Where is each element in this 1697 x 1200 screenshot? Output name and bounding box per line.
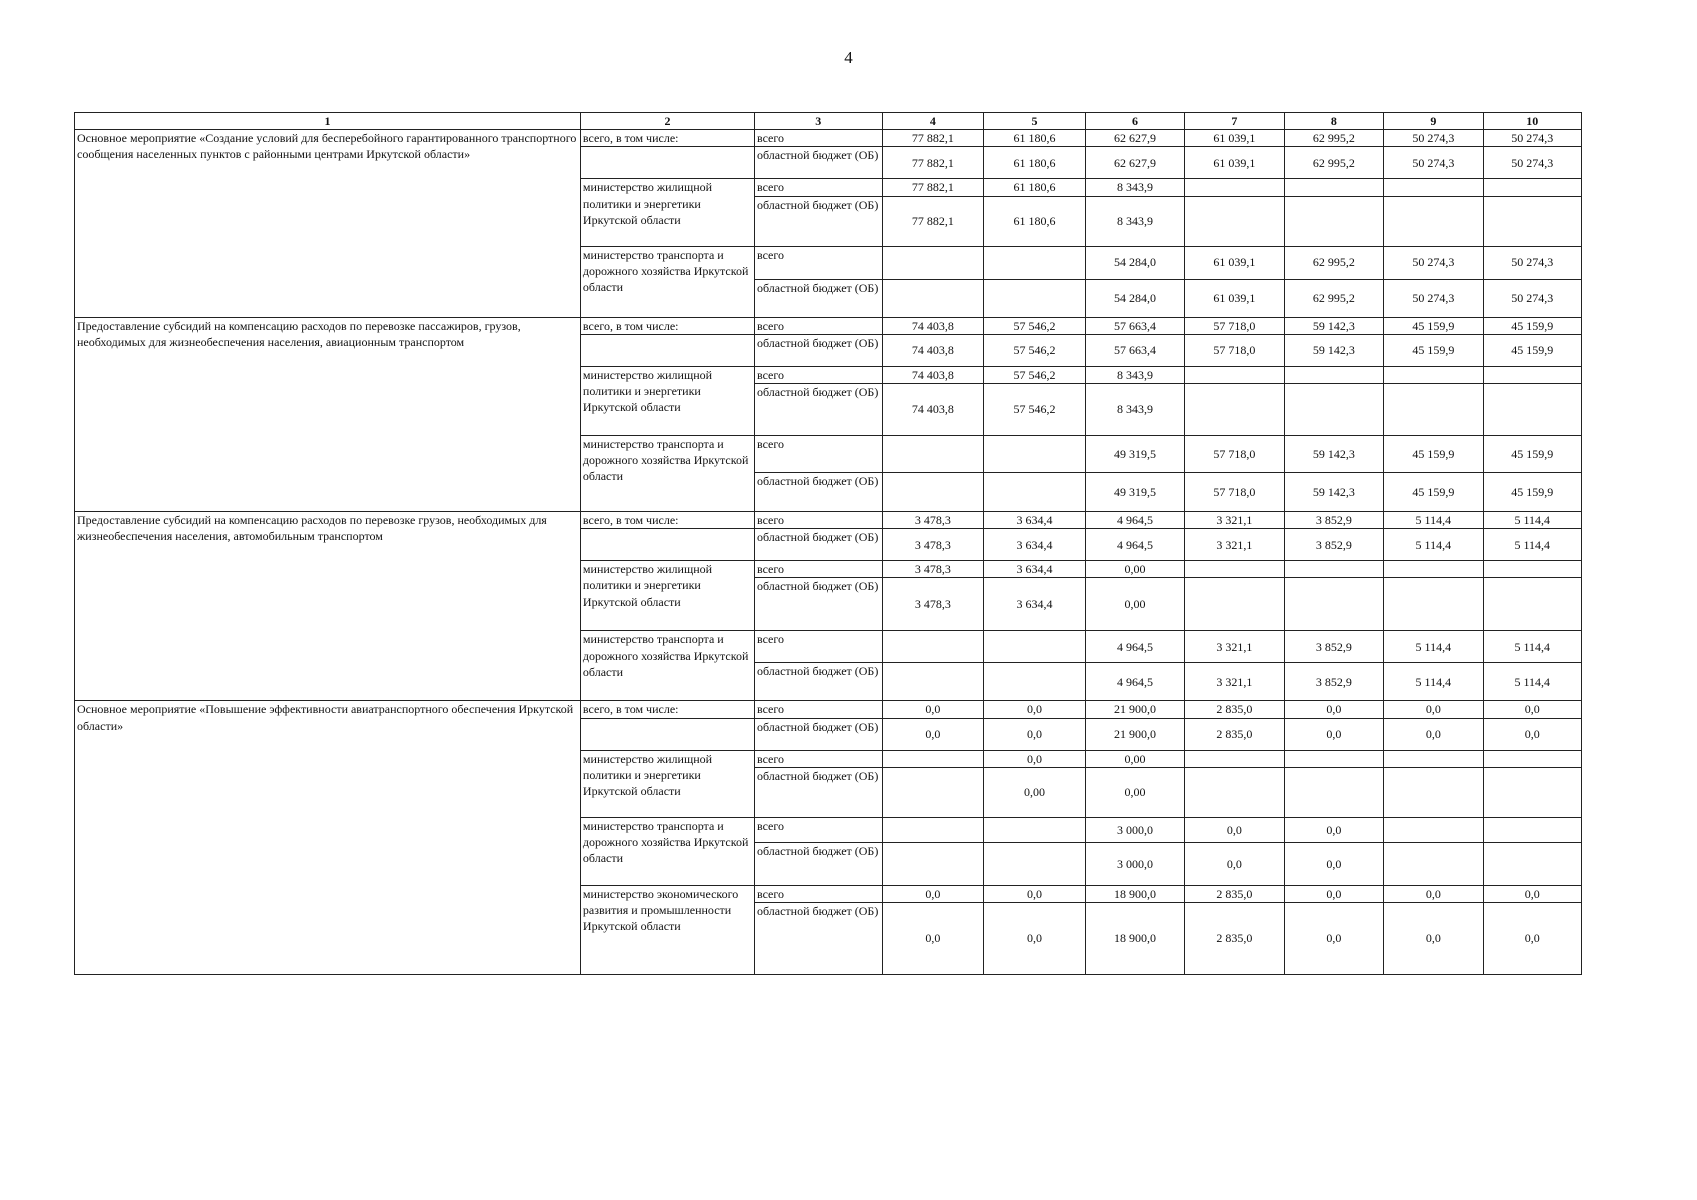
value-cell: 74 403,8 — [882, 383, 984, 435]
value-cell: 0,0 — [1483, 701, 1581, 718]
value-cell — [1384, 750, 1483, 767]
value-cell — [882, 279, 984, 317]
source-label: областной бюджет (ОБ) — [754, 767, 882, 817]
value-cell — [882, 246, 984, 279]
value-cell: 3 852,9 — [1284, 631, 1383, 663]
value-cell: 57 663,4 — [1085, 317, 1184, 334]
column-header-7: 7 — [1185, 113, 1284, 130]
value-cell — [1483, 179, 1581, 196]
source-label: областной бюджет (ОБ) — [754, 279, 882, 317]
value-cell: 59 142,3 — [1284, 334, 1383, 366]
value-cell: 45 159,9 — [1483, 472, 1581, 511]
source-label: всего — [754, 130, 882, 147]
value-cell — [984, 817, 1086, 842]
value-cell: 45 159,9 — [1483, 334, 1581, 366]
value-cell: 61 180,6 — [984, 179, 1086, 196]
column-header-5: 5 — [984, 113, 1086, 130]
header-row — [75, 113, 1582, 130]
value-cell: 61 039,1 — [1185, 130, 1284, 147]
section-title: Основное мероприятие «Повышение эффективности авиатранспортного обеспечения Иркутской области» — [75, 701, 581, 975]
value-cell: 61 180,6 — [984, 147, 1086, 179]
source-label: областной бюджет (ОБ) — [754, 529, 882, 561]
empty-cell — [580, 529, 754, 561]
value-cell — [1384, 179, 1483, 196]
value-cell: 62 627,9 — [1085, 130, 1184, 147]
source-label: всего — [754, 317, 882, 334]
value-cell: 45 159,9 — [1483, 435, 1581, 472]
value-cell — [984, 472, 1086, 511]
value-cell — [984, 842, 1086, 885]
table-row — [75, 130, 1582, 147]
value-cell — [882, 631, 984, 663]
section-title: Предоставление субсидий на компенсацию расходов по перевозке грузов, необходимых для жизнеобеспечения населения, автомобильным транспортом — [75, 511, 581, 700]
section-title: Основное мероприятие «Создание условий для бесперебойного гарантированного транспортного сообщения населенных пунктов с районными центрами Иркутской области» — [75, 130, 581, 317]
value-cell: 0,0 — [882, 902, 984, 974]
value-cell — [882, 767, 984, 817]
value-cell — [1185, 196, 1284, 246]
value-cell: 3 852,9 — [1284, 663, 1383, 701]
value-cell: 0,0 — [882, 718, 984, 750]
value-cell: 3 321,1 — [1185, 631, 1284, 663]
value-cell: 57 718,0 — [1185, 435, 1284, 472]
value-cell: 5 114,4 — [1483, 663, 1581, 701]
value-cell: 77 882,1 — [882, 196, 984, 246]
value-cell: 0,0 — [1483, 718, 1581, 750]
value-cell: 74 403,8 — [882, 317, 984, 334]
value-cell — [1384, 366, 1483, 383]
value-cell: 21 900,0 — [1085, 701, 1184, 718]
total-label: всего, в том числе: — [580, 701, 754, 718]
value-cell: 2 835,0 — [1185, 885, 1284, 902]
value-cell: 0,0 — [1185, 817, 1284, 842]
value-cell: 50 274,3 — [1384, 279, 1483, 317]
value-cell: 57 546,2 — [984, 383, 1086, 435]
value-cell: 8 343,9 — [1085, 196, 1184, 246]
value-cell — [984, 631, 1086, 663]
source-label: областной бюджет (ОБ) — [754, 842, 882, 885]
source-label: областной бюджет (ОБ) — [754, 902, 882, 974]
value-cell: 18 900,0 — [1085, 902, 1184, 974]
value-cell: 57 546,2 — [984, 317, 1086, 334]
value-cell — [1483, 383, 1581, 435]
value-cell: 45 159,9 — [1384, 317, 1483, 334]
value-cell — [1185, 767, 1284, 817]
value-cell — [1284, 750, 1383, 767]
value-cell: 4 964,5 — [1085, 511, 1184, 528]
value-cell: 5 114,4 — [1384, 529, 1483, 561]
source-label: областной бюджет (ОБ) — [754, 663, 882, 701]
executor-name: министерство транспорта и дорожного хозяйства Иркутской области — [580, 631, 754, 701]
value-cell — [1185, 179, 1284, 196]
column-header-10: 10 — [1483, 113, 1581, 130]
value-cell: 45 159,9 — [1384, 334, 1483, 366]
value-cell: 5 114,4 — [1384, 663, 1483, 701]
value-cell: 74 403,8 — [882, 334, 984, 366]
section-title: Предоставление субсидий на компенсацию расходов по перевозке пассажиров, грузов, необходимых для жизнеобеспечения населения, авиационным транспортом — [75, 317, 581, 511]
column-header-6: 6 — [1085, 113, 1184, 130]
executor-name: министерство транспорта и дорожного хозяйства Иркутской области — [580, 817, 754, 885]
source-label: всего — [754, 561, 882, 578]
source-label: областной бюджет (ОБ) — [754, 472, 882, 511]
value-cell: 0,0 — [984, 750, 1086, 767]
value-cell — [1384, 561, 1483, 578]
value-cell: 0,0 — [882, 885, 984, 902]
column-header-2: 2 — [580, 113, 754, 130]
value-cell: 8 343,9 — [1085, 366, 1184, 383]
value-cell — [882, 663, 984, 701]
source-label: областной бюджет (ОБ) — [754, 334, 882, 366]
value-cell: 8 343,9 — [1085, 179, 1184, 196]
value-cell — [984, 663, 1086, 701]
executor-name: министерство жилищной политики и энергетики Иркутской области — [580, 179, 754, 246]
value-cell — [1284, 578, 1383, 631]
value-cell — [1284, 767, 1383, 817]
table-row — [75, 701, 1582, 718]
column-header-3: 3 — [754, 113, 882, 130]
value-cell — [1185, 561, 1284, 578]
source-label: всего — [754, 631, 882, 663]
value-cell — [1384, 817, 1483, 842]
value-cell: 3 478,3 — [882, 578, 984, 631]
value-cell: 50 274,3 — [1483, 147, 1581, 179]
value-cell: 0,0 — [984, 885, 1086, 902]
value-cell: 0,0 — [1284, 842, 1383, 885]
value-cell — [1483, 196, 1581, 246]
value-cell: 2 835,0 — [1185, 902, 1284, 974]
value-cell: 3 634,4 — [984, 578, 1086, 631]
value-cell — [1384, 842, 1483, 885]
value-cell: 77 882,1 — [882, 147, 984, 179]
value-cell: 3 634,4 — [984, 511, 1086, 528]
value-cell — [1384, 767, 1483, 817]
value-cell — [1185, 750, 1284, 767]
value-cell: 0,0 — [882, 701, 984, 718]
column-header-9: 9 — [1384, 113, 1483, 130]
value-cell — [1284, 383, 1383, 435]
source-label: всего — [754, 179, 882, 196]
value-cell: 45 159,9 — [1483, 317, 1581, 334]
value-cell: 57 718,0 — [1185, 472, 1284, 511]
value-cell: 61 180,6 — [984, 196, 1086, 246]
value-cell — [1384, 383, 1483, 435]
value-cell: 59 142,3 — [1284, 317, 1383, 334]
source-label: всего — [754, 750, 882, 767]
column-header-8: 8 — [1284, 113, 1383, 130]
page-number: 4 — [844, 48, 853, 67]
value-cell — [882, 472, 984, 511]
source-label: всего — [754, 246, 882, 279]
budget-table — [74, 112, 1582, 975]
value-cell: 57 663,4 — [1085, 334, 1184, 366]
value-cell: 61 039,1 — [1185, 279, 1284, 317]
value-cell: 0,0 — [1384, 701, 1483, 718]
value-cell — [984, 279, 1086, 317]
value-cell — [1483, 578, 1581, 631]
source-label: областной бюджет (ОБ) — [754, 196, 882, 246]
table-row — [75, 317, 1582, 334]
value-cell — [1185, 383, 1284, 435]
column-header-4: 4 — [882, 113, 984, 130]
empty-cell — [580, 147, 754, 179]
value-cell: 0,00 — [1085, 578, 1184, 631]
value-cell — [1284, 179, 1383, 196]
source-label: всего — [754, 817, 882, 842]
value-cell — [984, 246, 1086, 279]
value-cell: 0,00 — [984, 767, 1086, 817]
value-cell — [1384, 578, 1483, 631]
value-cell: 62 995,2 — [1284, 147, 1383, 179]
value-cell: 57 718,0 — [1185, 334, 1284, 366]
value-cell: 3 321,1 — [1185, 511, 1284, 528]
value-cell — [1284, 366, 1383, 383]
source-label: областной бюджет (ОБ) — [754, 718, 882, 750]
value-cell — [1483, 561, 1581, 578]
executor-name: министерство транспорта и дорожного хозяйства Иркутской области — [580, 246, 754, 317]
value-cell: 57 718,0 — [1185, 317, 1284, 334]
executor-name: министерство жилищной политики и энергетики Иркутской области — [580, 366, 754, 435]
value-cell: 5 114,4 — [1384, 511, 1483, 528]
value-cell: 3 478,3 — [882, 529, 984, 561]
value-cell: 5 114,4 — [1384, 631, 1483, 663]
executor-name: министерство экономического развития и промышленности Иркутской области — [580, 885, 754, 974]
value-cell: 0,00 — [1085, 561, 1184, 578]
value-cell: 77 882,1 — [882, 179, 984, 196]
source-label: всего — [754, 701, 882, 718]
source-label: всего — [754, 435, 882, 472]
value-cell: 0,0 — [1483, 885, 1581, 902]
value-cell: 61 039,1 — [1185, 246, 1284, 279]
value-cell: 4 964,5 — [1085, 663, 1184, 701]
value-cell: 49 319,5 — [1085, 435, 1184, 472]
value-cell — [882, 842, 984, 885]
value-cell: 4 964,5 — [1085, 631, 1184, 663]
source-label: областной бюджет (ОБ) — [754, 578, 882, 631]
value-cell: 4 964,5 — [1085, 529, 1184, 561]
value-cell — [1483, 817, 1581, 842]
value-cell — [1483, 842, 1581, 885]
value-cell: 3 634,4 — [984, 529, 1086, 561]
value-cell — [882, 817, 984, 842]
value-cell: 8 343,9 — [1085, 383, 1184, 435]
value-cell: 0,0 — [984, 902, 1086, 974]
executor-name: министерство транспорта и дорожного хозяйства Иркутской области — [580, 435, 754, 511]
source-label: всего — [754, 366, 882, 383]
value-cell: 3 478,3 — [882, 561, 984, 578]
value-cell: 21 900,0 — [1085, 718, 1184, 750]
value-cell — [1185, 578, 1284, 631]
total-label: всего, в том числе: — [580, 317, 754, 334]
value-cell: 45 159,9 — [1384, 435, 1483, 472]
value-cell: 57 546,2 — [984, 334, 1086, 366]
empty-cell — [580, 334, 754, 366]
value-cell: 50 274,3 — [1384, 246, 1483, 279]
value-cell: 50 274,3 — [1483, 246, 1581, 279]
value-cell: 61 039,1 — [1185, 147, 1284, 179]
value-cell — [1483, 366, 1581, 383]
value-cell: 54 284,0 — [1085, 246, 1184, 279]
value-cell: 62 995,2 — [1284, 279, 1383, 317]
value-cell: 18 900,0 — [1085, 885, 1184, 902]
source-label: всего — [754, 511, 882, 528]
value-cell: 0,0 — [1284, 885, 1383, 902]
value-cell: 61 180,6 — [984, 130, 1086, 147]
value-cell: 77 882,1 — [882, 130, 984, 147]
value-cell: 3 478,3 — [882, 511, 984, 528]
value-cell: 3 321,1 — [1185, 663, 1284, 701]
value-cell — [1185, 366, 1284, 383]
value-cell: 59 142,3 — [1284, 435, 1383, 472]
value-cell: 0,0 — [1483, 902, 1581, 974]
source-label: областной бюджет (ОБ) — [754, 383, 882, 435]
source-label: всего — [754, 885, 882, 902]
value-cell: 3 321,1 — [1185, 529, 1284, 561]
value-cell — [1284, 561, 1383, 578]
value-cell — [984, 435, 1086, 472]
value-cell: 50 274,3 — [1483, 279, 1581, 317]
value-cell: 3 852,9 — [1284, 529, 1383, 561]
value-cell: 74 403,8 — [882, 366, 984, 383]
value-cell — [1384, 196, 1483, 246]
total-label: всего, в том числе: — [580, 511, 754, 528]
value-cell — [882, 750, 984, 767]
value-cell: 3 634,4 — [984, 561, 1086, 578]
value-cell: 0,00 — [1085, 767, 1184, 817]
value-cell: 62 995,2 — [1284, 246, 1383, 279]
value-cell: 62 995,2 — [1284, 130, 1383, 147]
table-row — [75, 511, 1582, 528]
column-header-1: 1 — [75, 113, 581, 130]
value-cell — [882, 435, 984, 472]
value-cell — [1483, 750, 1581, 767]
value-cell: 3 852,9 — [1284, 511, 1383, 528]
empty-cell — [580, 718, 754, 750]
executor-name: министерство жилищной политики и энергетики Иркутской области — [580, 561, 754, 631]
value-cell: 0,0 — [1185, 842, 1284, 885]
value-cell: 50 274,3 — [1384, 147, 1483, 179]
value-cell: 0,0 — [1284, 817, 1383, 842]
value-cell: 0,0 — [1284, 902, 1383, 974]
source-label: областной бюджет (ОБ) — [754, 147, 882, 179]
value-cell: 0,0 — [984, 718, 1086, 750]
value-cell: 0,0 — [1384, 718, 1483, 750]
value-cell: 54 284,0 — [1085, 279, 1184, 317]
executor-name: министерство жилищной политики и энергетики Иркутской области — [580, 750, 754, 817]
value-cell: 5 114,4 — [1483, 631, 1581, 663]
value-cell: 0,0 — [1284, 701, 1383, 718]
value-cell: 5 114,4 — [1483, 529, 1581, 561]
value-cell — [1284, 196, 1383, 246]
value-cell: 0,0 — [1284, 718, 1383, 750]
value-cell: 0,0 — [1384, 885, 1483, 902]
value-cell: 0,0 — [984, 701, 1086, 718]
value-cell: 59 142,3 — [1284, 472, 1383, 511]
value-cell: 0,00 — [1085, 750, 1184, 767]
value-cell: 57 546,2 — [984, 366, 1086, 383]
value-cell: 45 159,9 — [1384, 472, 1483, 511]
value-cell: 3 000,0 — [1085, 842, 1184, 885]
value-cell: 50 274,3 — [1483, 130, 1581, 147]
value-cell: 2 835,0 — [1185, 701, 1284, 718]
value-cell: 2 835,0 — [1185, 718, 1284, 750]
value-cell: 0,0 — [1384, 902, 1483, 974]
value-cell — [1483, 767, 1581, 817]
value-cell: 3 000,0 — [1085, 817, 1184, 842]
value-cell: 62 627,9 — [1085, 147, 1184, 179]
value-cell: 49 319,5 — [1085, 472, 1184, 511]
value-cell: 5 114,4 — [1483, 511, 1581, 528]
value-cell: 50 274,3 — [1384, 130, 1483, 147]
total-label: всего, в том числе: — [580, 130, 754, 147]
